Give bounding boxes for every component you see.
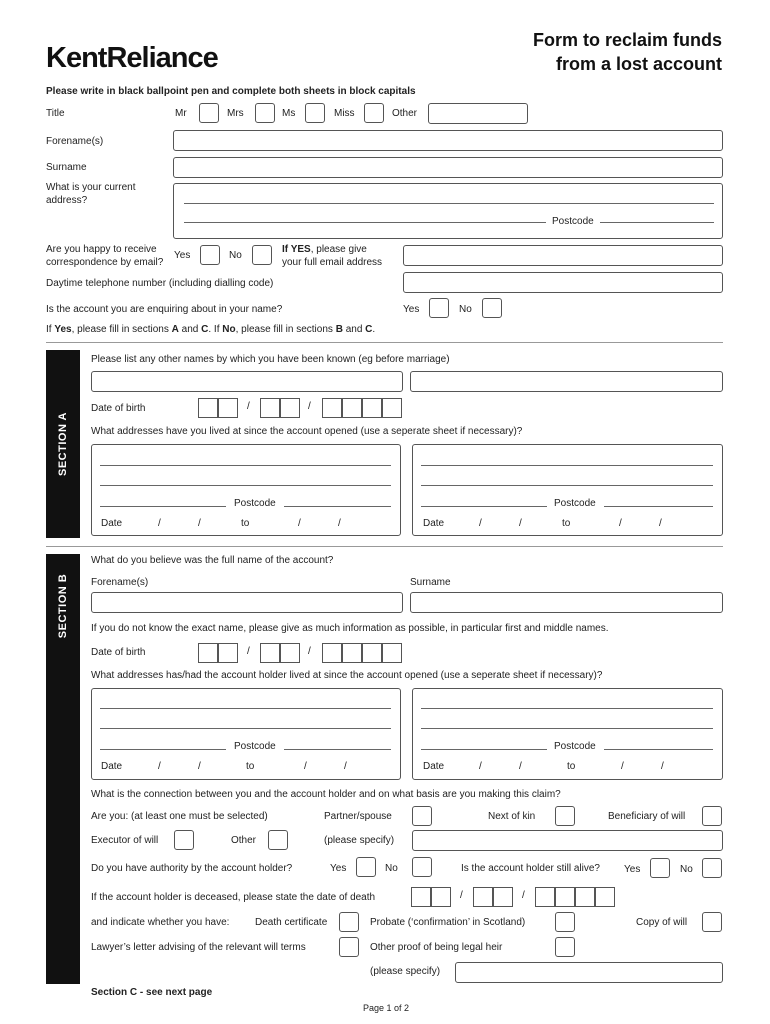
title-mr-checkbox[interactable]: [199, 103, 219, 123]
account-name-yes-label: Yes: [403, 304, 420, 315]
authority-yes-checkbox[interactable]: [356, 857, 376, 877]
surname-label: Surname: [46, 162, 87, 173]
to-label: to: [562, 518, 571, 529]
date-separator: /: [522, 890, 525, 901]
title-other-label: Other: [392, 108, 418, 119]
postcode-label: Postcode: [234, 498, 276, 509]
address-line: [421, 708, 713, 709]
postcode-label: Postcode: [554, 741, 596, 752]
section-b-forenames-field[interactable]: [91, 592, 403, 613]
authority-yes-label: Yes: [330, 863, 347, 874]
address-line: [421, 485, 713, 486]
lawyer-letter-label: Lawyer’s letter advising of the relevant will terms: [91, 942, 306, 953]
documents-question: and indicate whether you have:: [91, 917, 230, 928]
email-if-yes-text-2: your full email address: [282, 257, 383, 268]
partner-label: Partner/spouse: [324, 811, 392, 822]
section-b-tab: SECTION B: [46, 554, 80, 984]
probate-checkbox[interactable]: [555, 912, 575, 932]
title-mrs-label: Mrs: [227, 108, 244, 119]
postcode-label: Postcode: [552, 216, 594, 227]
to-label: to: [241, 518, 250, 529]
email-question-2: correspondence by email?: [46, 257, 164, 268]
title-mr-label: Mr: [175, 108, 187, 119]
email-no-checkbox[interactable]: [252, 245, 272, 265]
form-title: [533, 28, 722, 76]
death-certificate-checkbox[interactable]: [339, 912, 359, 932]
postcode-line: [284, 749, 391, 750]
email-yes-label: Yes: [174, 250, 191, 261]
address-line: [421, 728, 713, 729]
section-a-other-names-question: Please list any other names by which you have been known (eg before marriage): [91, 354, 450, 365]
title-mrs-checkbox[interactable]: [255, 103, 275, 123]
postcode-line: [604, 506, 713, 507]
authority-no-checkbox[interactable]: [412, 857, 432, 877]
section-a-dob-year-3[interactable]: [362, 398, 382, 418]
divider: [46, 546, 723, 547]
phone-field[interactable]: [403, 272, 723, 293]
section-b-dob-year-1[interactable]: [322, 643, 342, 663]
executor-checkbox[interactable]: [174, 830, 194, 850]
account-name-question: Is the account you are enquiring about in your name?: [46, 304, 283, 315]
title-label: Title: [46, 108, 65, 119]
form-title-line-2: from a lost account: [555, 54, 722, 74]
section-b-surname-label: Surname: [410, 577, 451, 588]
beneficiary-label: Beneficiary of will: [608, 811, 686, 822]
alive-question: Is the account holder still alive?: [461, 863, 600, 874]
date-separator: /: [460, 890, 463, 901]
date-separator: /: [621, 761, 624, 772]
probate-label: Probate (‘confirmation’ in Scotland): [370, 917, 526, 928]
phone-label: Daytime telephone number (including dialling code): [46, 278, 274, 289]
account-name-no-checkbox[interactable]: [482, 298, 502, 318]
routing-instruction: If Yes, please fill in sections A and C. If No, please fill in sections B and C.: [46, 324, 376, 335]
alive-no-checkbox[interactable]: [702, 858, 722, 878]
email-no-label: No: [229, 250, 242, 261]
date-separator: /: [344, 761, 347, 772]
section-b-forenames-label: Forename(s): [91, 577, 149, 588]
surname-field[interactable]: [173, 157, 723, 178]
address-line: [100, 506, 226, 507]
section-b-dob-year-3[interactable]: [362, 643, 382, 663]
postcode-line: [284, 506, 391, 507]
other-proof-checkbox[interactable]: [555, 937, 575, 957]
to-label: to: [246, 761, 255, 772]
please-specify-label: (please specify): [324, 835, 395, 846]
death-year-1[interactable]: [535, 887, 555, 907]
date-label: Date: [101, 518, 123, 529]
date-separator: /: [308, 646, 311, 657]
current-address-field[interactable]: [173, 183, 723, 239]
alive-yes-label: Yes: [624, 864, 641, 875]
alive-yes-checkbox[interactable]: [650, 858, 670, 878]
death-month-1[interactable]: [473, 887, 493, 907]
partner-checkbox[interactable]: [412, 806, 432, 826]
death-certificate-label: Death certificate: [255, 917, 328, 928]
section-b-dob-year-2[interactable]: [342, 643, 362, 663]
other-checkbox[interactable]: [268, 830, 288, 850]
page-number: Page 1 of 2: [363, 1003, 410, 1013]
email-field[interactable]: [403, 245, 723, 266]
section-b-unknown-note: If you do not know the exact name, please give as much information as possible, in particular first and middle names.: [91, 623, 609, 634]
section-a-dob-month-2[interactable]: [280, 398, 300, 418]
postcode-line: [600, 222, 714, 223]
authority-no-label: No: [385, 863, 398, 874]
section-b-connection-question: What is the connection between you and the account holder and on what basis are you making this claim?: [91, 789, 561, 800]
section-a-tab: SECTION A: [46, 350, 80, 538]
section-b-dob-day-1[interactable]: [198, 643, 218, 663]
other-label: Other: [231, 835, 257, 846]
section-a-dob-month-1[interactable]: [260, 398, 280, 418]
section-a-dob-year-2[interactable]: [342, 398, 362, 418]
address-line: [100, 485, 391, 486]
please-specify-label-2: (please specify): [370, 966, 441, 977]
section-a-dob-label: Date of birth: [91, 403, 146, 414]
date-of-death-question: If the account holder is deceased, please state the date of death: [91, 892, 376, 903]
instruction-text: Please write in black ballpoint pen and complete both sheets in block capitals: [46, 86, 416, 97]
address-label-2: address?: [46, 195, 88, 206]
postcode-label: Postcode: [234, 741, 276, 752]
date-label: Date: [423, 761, 445, 772]
email-question-1: Are you happy to receive: [46, 244, 157, 255]
section-a-other-name-field-2[interactable]: [410, 371, 723, 392]
form-title-line-1: Form to reclaim funds: [532, 30, 722, 50]
address-line: [184, 222, 546, 223]
section-b-addresses-question: What addresses has/had the account holder lived at since the account opened (use a seperate sheet if necessary)?: [91, 670, 603, 681]
title-miss-label: Miss: [334, 108, 355, 119]
other-proof-label: Other proof of being legal heir: [370, 942, 503, 953]
date-separator: /: [158, 518, 161, 529]
account-name-yes-checkbox[interactable]: [429, 298, 449, 318]
next-of-kin-label: Next of kin: [488, 811, 536, 822]
section-a-dob-day-1[interactable]: [198, 398, 218, 418]
date-separator: /: [158, 761, 161, 772]
forenames-field[interactable]: [173, 130, 723, 151]
date-separator: /: [308, 401, 311, 412]
death-month-2[interactable]: [493, 887, 513, 907]
date-separator: /: [519, 518, 522, 529]
date-separator: /: [519, 761, 522, 772]
forenames-label: Forename(s): [46, 136, 104, 147]
date-separator: /: [659, 518, 662, 529]
other-proof-specify-field[interactable]: [455, 962, 723, 983]
to-label: to: [567, 761, 576, 772]
title-ms-checkbox[interactable]: [305, 103, 325, 123]
death-day-2[interactable]: [431, 887, 451, 907]
section-a-addresses-question: What addresses have you lived at since the account opened (use a seperate sheet if necessary)?: [91, 426, 523, 437]
section-b-dob-day-2[interactable]: [218, 643, 238, 663]
title-other-field[interactable]: [428, 103, 528, 124]
section-b-dob-year-4[interactable]: [382, 643, 402, 663]
address-line: [421, 749, 547, 750]
section-b-full-name-question: What do you believe was the full name of the account?: [91, 555, 334, 566]
address-line: [100, 465, 391, 466]
address-label-1: What is your current: [46, 182, 136, 193]
section-a-dob-day-2[interactable]: [218, 398, 238, 418]
copy-of-will-label: Copy of will: [636, 917, 688, 928]
date-separator: /: [338, 518, 341, 529]
title-ms-label: Ms: [282, 108, 296, 119]
section-b-surname-field[interactable]: [410, 592, 723, 613]
divider: [46, 342, 723, 343]
date-separator: /: [247, 646, 250, 657]
copy-of-will-checkbox[interactable]: [702, 912, 722, 932]
date-separator: /: [479, 518, 482, 529]
next-of-kin-checkbox[interactable]: [555, 806, 575, 826]
address-line: [421, 506, 547, 507]
date-separator: /: [198, 518, 201, 529]
account-name-no-label: No: [459, 304, 472, 315]
beneficiary-checkbox[interactable]: [702, 806, 722, 826]
date-label: Date: [101, 761, 123, 772]
are-you-label: Are you: (at least one must be selected): [91, 811, 268, 822]
lawyer-letter-checkbox[interactable]: [339, 937, 359, 957]
email-if-yes-text: If YES, please give: [282, 244, 367, 255]
address-line: [100, 728, 391, 729]
date-separator: /: [198, 761, 201, 772]
section-b-dob-label: Date of birth: [91, 647, 146, 658]
address-line: [100, 708, 391, 709]
section-b-dob-month-2[interactable]: [280, 643, 300, 663]
kent-reliance-logo: KentReliance: [46, 42, 218, 74]
section-b-dob-month-1[interactable]: [260, 643, 280, 663]
alive-no-label: No: [680, 864, 693, 875]
title-miss-checkbox[interactable]: [364, 103, 384, 123]
next-section-note: Section C - see next page: [91, 987, 213, 998]
section-a-dob-year-4[interactable]: [382, 398, 402, 418]
address-line: [184, 203, 714, 204]
section-a-dob-year-1[interactable]: [322, 398, 342, 418]
connection-other-field[interactable]: [412, 830, 723, 851]
email-yes-checkbox[interactable]: [200, 245, 220, 265]
address-line: [421, 465, 713, 466]
date-separator: /: [247, 401, 250, 412]
executor-label: Executor of will: [91, 835, 159, 846]
postcode-label: Postcode: [554, 498, 596, 509]
date-separator: /: [619, 518, 622, 529]
date-separator: /: [304, 761, 307, 772]
date-label: Date: [423, 518, 445, 529]
postcode-line: [604, 749, 713, 750]
death-day-1[interactable]: [411, 887, 431, 907]
date-separator: /: [479, 761, 482, 772]
authority-question: Do you have authority by the account holder?: [91, 863, 293, 874]
death-year-3[interactable]: [575, 887, 595, 907]
date-separator: /: [661, 761, 664, 772]
date-separator: /: [298, 518, 301, 529]
address-line: [100, 749, 226, 750]
death-year-2[interactable]: [555, 887, 575, 907]
death-year-4[interactable]: [595, 887, 615, 907]
section-a-other-name-field-1[interactable]: [91, 371, 403, 392]
